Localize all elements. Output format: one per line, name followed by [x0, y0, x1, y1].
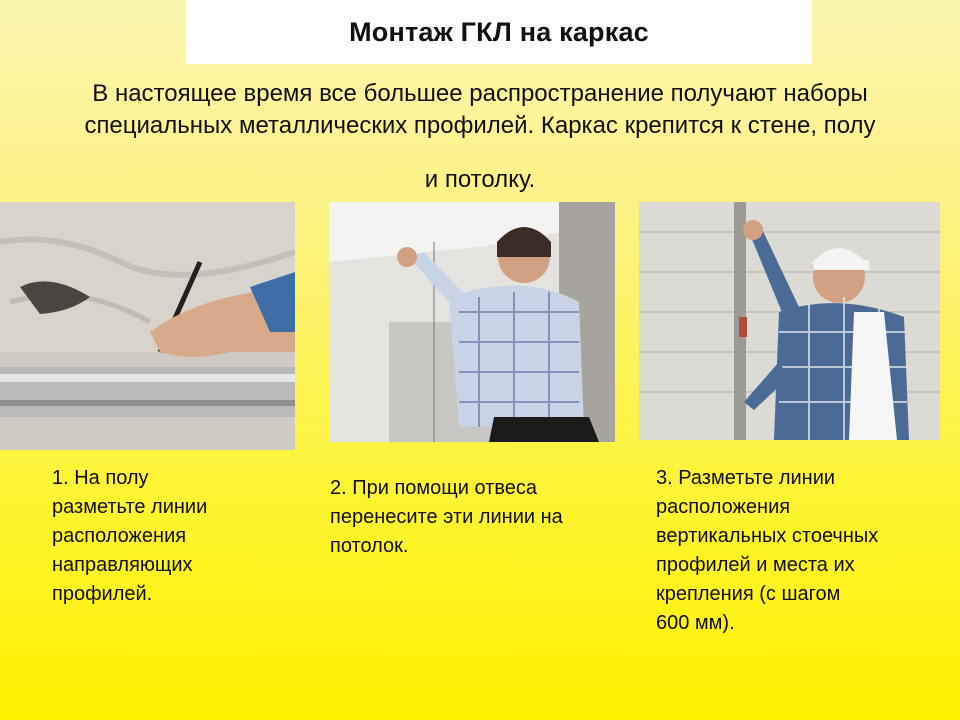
step-3-line-4: профилей и места их: [656, 554, 855, 576]
step-3-line-1: 3. Разметьте линии: [656, 467, 836, 489]
step-2-line-1: 2. При помощи отвеса: [330, 477, 537, 499]
step-3-line-5: крепления (с шагом: [656, 583, 841, 605]
step-2-line-3: потолок.: [330, 535, 409, 557]
intro-line-2: специальных металлических профилей. Каркас крепится к стене, полу: [84, 112, 876, 139]
intro-text: [20, 78, 940, 196]
step-2-line-2: перенесите эти линии на: [330, 506, 563, 528]
step-1-line-2: разметьте линии: [52, 496, 208, 518]
title-box: [186, 0, 812, 64]
step-3-line-6: 600 мм).: [656, 612, 735, 634]
worker-marking-floor-photo: [0, 202, 295, 450]
step-1-line-4: направляющих: [52, 554, 193, 576]
intro-line-3: и потолку.: [424, 166, 536, 193]
step-1-caption: [52, 464, 292, 609]
worker-plumb-line-ceiling-photo: [329, 202, 615, 442]
step-1-line-5: профилей.: [52, 583, 153, 605]
page-title: Монтаж ГКЛ на каркас: [349, 16, 649, 47]
step-1-line-1: 1. На полу: [52, 467, 149, 489]
step-2-caption: [330, 474, 620, 561]
worker-marking-wall-photo: [639, 202, 940, 440]
step-3-line-3: вертикальных стоечных: [656, 525, 879, 547]
step-1-line-3: расположения: [52, 525, 187, 547]
step-3-line-2: расположения: [656, 496, 791, 518]
step-3-caption: [656, 464, 946, 638]
intro-line-1: В настоящее время все большее распространение получают наборы: [92, 80, 868, 107]
